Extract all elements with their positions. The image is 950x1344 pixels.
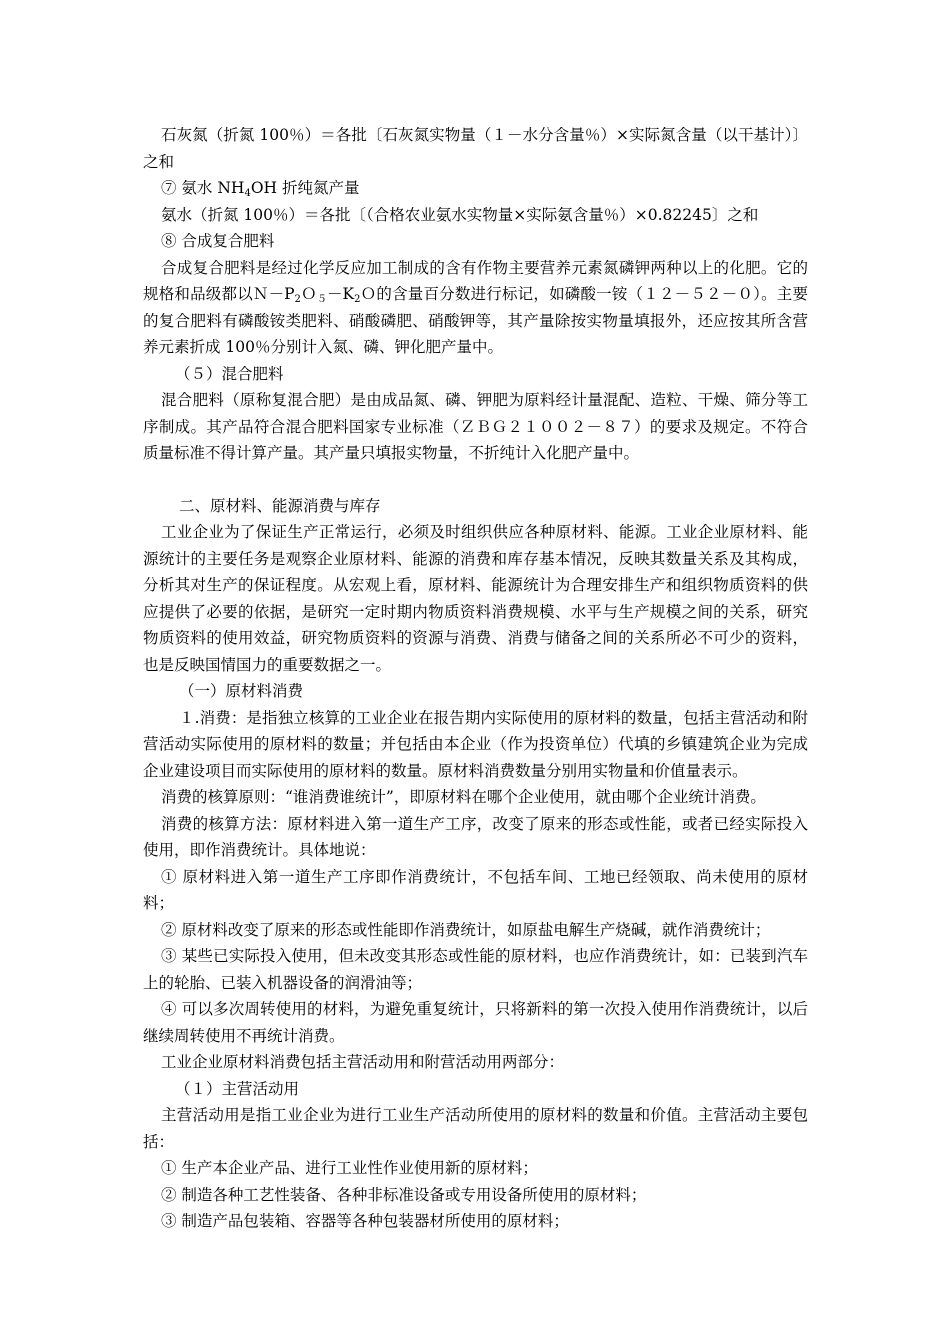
list-item-main-activity-1: ① 生产本企业产品、进行工业性作业使用新的原材料； [161, 1159, 538, 1177]
paragraph-consumption-definition: １.消费：是指独立核算的工业企业在报告期内实际使用的原材料的数量，包括主营活动和附营活动实际使用的原材料的数量；并包括由本企业（作为投资单位）代填的乡镇建筑企业为完成企业建设项目而实际使用的原材料的数量。原材料消费数量分别用实物量和价值量表示。 [143, 708, 808, 780]
section-gap [143, 467, 808, 493]
paragraph-lime-nitrogen-formula: 石灰氮（折氮 100％）＝各批〔石灰氮实物量（１－水分含量％）×实际氮含量（以干基计）〕之和 [143, 126, 808, 171]
npk-o: Ｏ [300, 285, 317, 303]
ammonia-subscript-4: 4 [244, 188, 251, 199]
list-item-main-activity-3: ③ 制造产品包装箱、容器等各种包装器材所使用的原材料； [161, 1212, 569, 1230]
ammonia-heading-rest: OH 折纯氮产量 [250, 179, 360, 197]
paragraph-mixed-fertilizer-body: 混合肥料（原称复混合肥）是由成品氮、磷、钾肥为原料经计量混配、造粒、干燥、筛分等工序制成。其产品符合混合肥料国家专业标准（ＺＢＧ２１００２－８７）的要求及规定。不符合质量标准不得计算产量。其产量只填报实物量，不折纯计入化肥产量中。 [143, 391, 808, 462]
paragraph-mixed-fertilizer-heading: （５）混合肥料 [175, 364, 284, 383]
paragraph-materials-energy-intro: 工业企业为了保证生产正常运行，必须及时组织供应各种原材料、能源。工业企业原材料、能源统计的主要任务是观察企业原材料、能源的消费和库存基本情况，反映其数量关系及其构成，分析其对生产的保证程度。从宏观上看，原材料、能源统计为合理安排生产和组织物质资料的供应提供了必要的依据，是研究一定时期内物质资料消费规模、水平与生产规模之间的关系，研究物质资料的使用效益，研究物质资料的资源与消费、消费与储备之间的关系所必不可少的资料，也是反映国情国力的重要数据之一。 [143, 523, 808, 674]
subsection-heading-material-consumption: （一）原材料消费 [179, 682, 304, 700]
section-heading-materials-energy: 二、原材料、能源消费与库存 [179, 496, 381, 515]
compound-body-rest: Ｏ的含量百分数进行标记，如磷酸一铵（１２－５２－０）。主要的复合肥料有磷酸铵类肥料、硝酸磷肥、硝酸钾等，其产量除按实物量填报外，还应按其所含营养元素折成 100％分别计入氮、磷、钾化肥产量中。 [143, 285, 808, 356]
list-item-method-3: ③ 某些已实际投入使用，但未改变其形态或性能的原材料，也应作消费统计，如：已装到汽车上的轮胎、已装入机器设备的润滑油等； [143, 947, 808, 992]
subheading-main-activity: （１）主营活动用 [175, 1079, 300, 1098]
ammonia-heading-text: ⑦ 氨水 NH [161, 179, 245, 197]
paragraph-consumption-principle: 消费的核算原则：“谁消费谁统计”，即原材料在哪个企业使用，就由哪个企业统计消费。 [161, 788, 766, 806]
document-page [143, 122, 808, 1235]
npk-subscript-2: 2 [294, 294, 301, 305]
npk-subscript-2b: 2 [354, 294, 361, 305]
paragraph-compound-fertilizer-body [143, 255, 808, 361]
paragraph-consumption-parts: 工业企业原材料消费包括主营活动用和附营活动用两部分： [161, 1053, 565, 1071]
paragraph-compound-fertilizer-heading: ⑧ 合成复合肥料 [161, 232, 275, 250]
npk-subscript-5: ５ [316, 294, 328, 305]
paragraph-ammonia-water-heading [143, 175, 808, 202]
compound-body-start: 合成复合肥料是经过化学反应加工制成的含有作物主要营养元素氮磷钾两种以上的化肥。它的规格和品级都以Ｎ－P [143, 258, 808, 303]
list-item-main-activity-2: ② 制造各种工艺性装备、各种非标准设备或专用设备所使用的原材料； [161, 1185, 647, 1204]
paragraph-main-activity-definition: 主营活动用是指工业企业为进行工业生产活动所使用的原材料的数量和价值。主营活动主要包括： [143, 1106, 808, 1151]
list-item-method-1: ① 原材料进入第一道生产工序即作消费统计，不包括车间、工地已经领取、尚未使用的原材料； [143, 867, 808, 912]
npk-k: －K [327, 285, 355, 303]
paragraph-consumption-method: 消费的核算方法：原材料进入第一道生产工序，改变了原来的形态或性能，或者已经实际投入使用，即作消费统计。具体地说： [143, 814, 808, 859]
list-item-method-2: ② 原材料改变了原来的形态或性能即作消费统计，如原盐电解生产烧碱，就作消费统计； [161, 920, 771, 939]
paragraph-ammonia-water-formula: 氨水（折氮 100％）＝各批〔（合格农业氨水实物量×实际氨含量％）×0.82245〕之和 [161, 205, 759, 224]
list-item-method-4: ④ 可以多次周转使用的材料，为避免重复统计，只将新料的第一次投入使用作消费统计，以后继续周转使用不再统计消费。 [143, 1000, 808, 1045]
